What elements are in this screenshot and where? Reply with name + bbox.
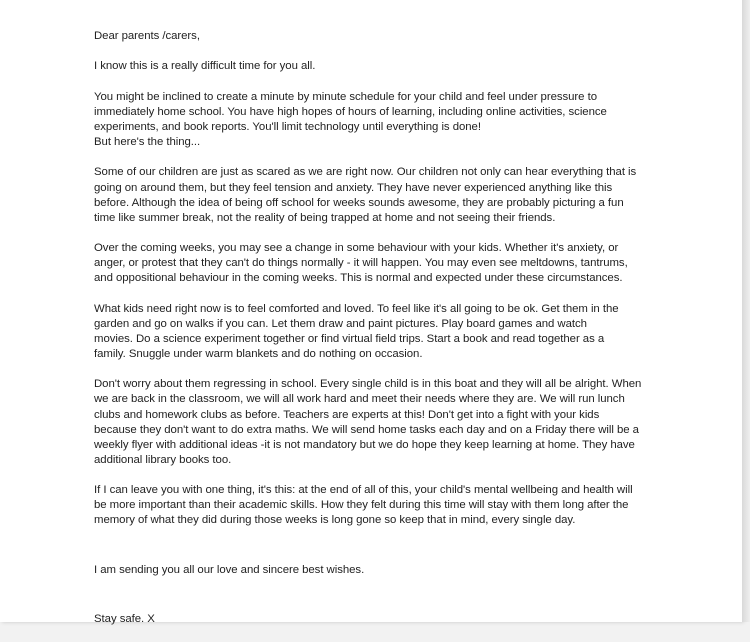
paragraph-line: Don't worry about them regressing in school. Every single child is in this boat and they will all be alright. When (94, 378, 642, 391)
paragraph-line: garden and go on walks if you can. Let them draw and paint pictures. Play board games and watch (94, 317, 587, 330)
paragraph-line: movies. Do a science experiment together or find virtual field trips. Start a book and read together as a (94, 332, 605, 345)
paragraph-line: weekly flyer with additional ideas -it is not mandatory but we do hope they keep learning at home. They have (94, 438, 635, 451)
paragraph-schedule (94, 90, 664, 150)
paragraph-line: time like summer break, not the reality of being trapped at home and not seeing their friends. (94, 211, 556, 224)
paragraph-behaviour (94, 241, 664, 286)
paragraph-line: because they don't want to do extra maths. We will send home tasks each day and on a Friday there will be a (94, 423, 639, 436)
closing-line: I am sending you all our love and sincere best wishes. (94, 563, 365, 576)
paragraph-line: experiments, and book reports. You'll limit technology until everything is done! (94, 120, 481, 133)
paragraph-scared (94, 165, 664, 225)
paragraph-line: But here's the thing... (94, 136, 201, 149)
paragraph-line: memory of what they did during those weeks is long gone so keep that in mind, every single day. (94, 514, 576, 527)
signoff: Stay safe. X (94, 612, 155, 625)
paragraph-line: Some of our children are just as scared as we are right now. Our children not only can hear everything that is (94, 166, 637, 179)
paragraph-comfort (94, 302, 664, 362)
paragraph-line: anger, or protest that they can't do things normally - it will happen. You may even see meltdowns, tantrums, (94, 257, 628, 270)
paragraph-line: family. Snuggle under warm blankets and do nothing on occasion. (94, 347, 423, 360)
paragraph-line: You might be inclined to create a minute by minute schedule for your child and feel under pressure to (94, 90, 597, 103)
paragraph-wellbeing (94, 483, 664, 528)
paragraph-line: clubs and homework clubs as before. Teachers are experts at this! Don't get into a fight with your kids (94, 408, 600, 421)
paragraph-line: What kids need right now is to feel comforted and loved. To feel like it's all going to be ok. Get them in the (94, 302, 619, 315)
paragraph-line: additional library books too. (94, 453, 232, 466)
paragraph-school (94, 377, 664, 468)
paragraph-line: going on around them, but they feel tension and anxiety. They have never experienced anything like this (94, 181, 613, 194)
paragraph-line: immediately home school. You have high hopes of hours of learning, including online activities, science (94, 105, 607, 118)
paragraph-line: be more important than their academic skills. How they felt during this time will stay with them long after the (94, 499, 629, 512)
page-edge-shadow (742, 0, 750, 622)
paragraph-line: before. Although the idea of being off school for weeks sounds awesome, they are probably picturing a fun (94, 196, 624, 209)
paragraph-line: and oppositional behaviour in the coming weeks. This is normal and expected under these circumstances. (94, 272, 623, 285)
letter-body (94, 29, 664, 642)
paragraph-line: we are back in the classroom, we will all work hard and meet their needs where they are. We will run lunch (94, 393, 625, 406)
intro-line: I know this is a really difficult time for you all. (94, 60, 316, 73)
paragraph-line: If I can leave you with one thing, it's this: at the end of all of this, your child's mental wellbeing and health will (94, 484, 633, 497)
paragraph-line: Over the coming weeks, you may see a change in some behaviour with your kids. Whether it's anxiety, or (94, 242, 619, 255)
greeting: Dear parents /carers, (94, 30, 200, 42)
